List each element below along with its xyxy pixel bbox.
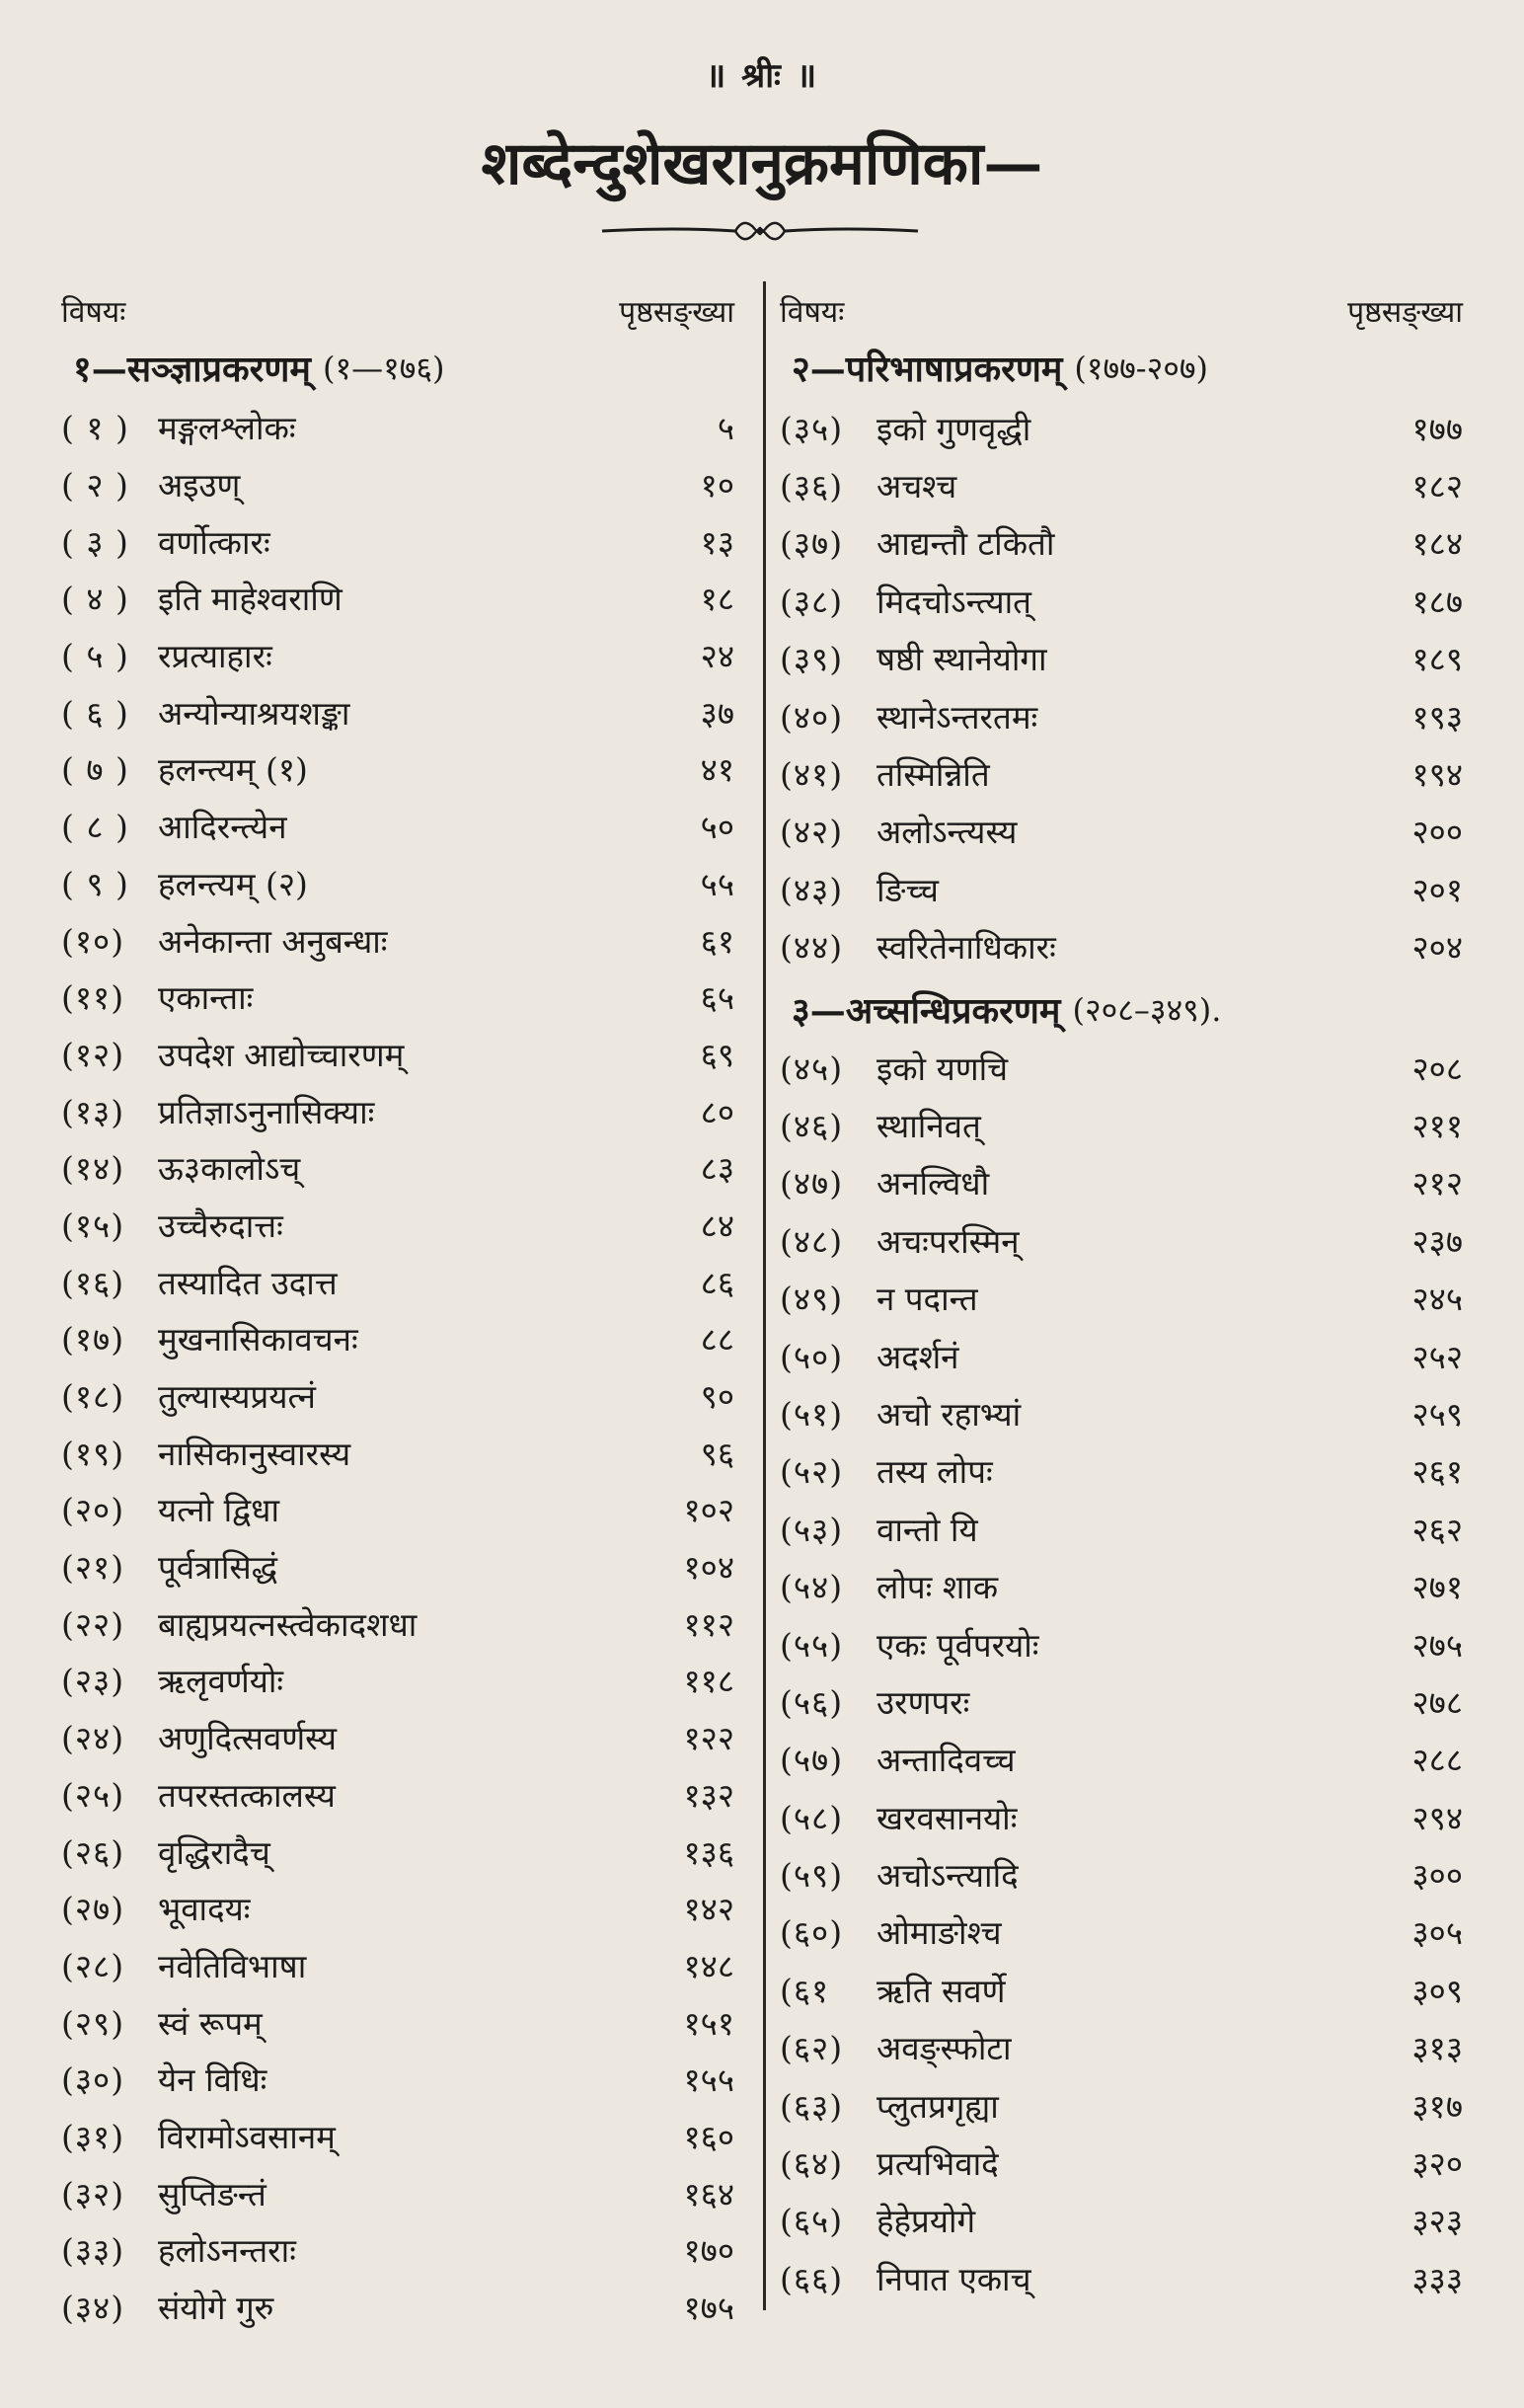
entry-number: (५७) xyxy=(780,1741,844,1780)
entry-page: ३७ xyxy=(700,693,734,733)
entry-number: (५६) xyxy=(780,1682,844,1722)
entry-page: १९४ xyxy=(1411,755,1463,795)
entry-number: (३४) xyxy=(61,2289,125,2328)
entry-page: ३१७ xyxy=(1411,2086,1463,2126)
entry-title: ङिच्च xyxy=(876,870,939,909)
entry-title: वान्तो यि xyxy=(876,1510,978,1549)
entry-page: १३६ xyxy=(683,1832,734,1872)
entry-number: (१७) xyxy=(61,1320,125,1359)
entry-number: (२१) xyxy=(61,1548,125,1588)
entry-number: (४१) xyxy=(780,755,844,795)
entry-title: अचःपरस्मिन् xyxy=(876,1221,1020,1261)
entry-page: २४ xyxy=(700,637,734,676)
entry-number: (६२) xyxy=(780,2029,844,2068)
entry-page: ११८ xyxy=(683,1662,734,1701)
section-name: २—परिभाषाप्रकरणम् xyxy=(792,348,1063,390)
entry-title: अचश्च xyxy=(876,467,957,506)
entry-title: षष्ठी स्थानेयोगा xyxy=(876,640,1047,679)
entry-title: एकः पूर्वपरयोः xyxy=(876,1625,1039,1665)
entry-number: (१८) xyxy=(61,1377,125,1417)
entry-page: २८८ xyxy=(1411,1741,1463,1780)
index-entry xyxy=(780,1154,1471,1211)
index-entry xyxy=(780,744,1471,802)
entry-page: २५९ xyxy=(1411,1394,1463,1434)
entry-list xyxy=(780,1039,1471,2307)
index-entry xyxy=(780,1731,1471,1788)
entry-title: आद्यन्तौ टकितौ xyxy=(876,524,1055,564)
entry-title: निपात एकाच् xyxy=(876,2259,1031,2298)
entry-number: (१९) xyxy=(61,1434,125,1473)
page-heading: पृष्ठसङ्ख्या xyxy=(1347,294,1463,330)
entry-page: ८० xyxy=(700,1092,734,1131)
entry-number: (२०) xyxy=(61,1491,125,1530)
entry-title: रप्रत्याहारः xyxy=(158,637,272,676)
entry-page: १० xyxy=(700,466,734,505)
entry-page: ३०० xyxy=(1411,1856,1463,1896)
entry-number: (३१) xyxy=(61,2117,125,2156)
index-entry xyxy=(61,683,742,740)
entry-title: ओमाङोश्च xyxy=(876,1913,1002,1953)
entry-number: (५२) xyxy=(780,1452,844,1492)
entry-page: ३२० xyxy=(1411,2144,1463,2184)
section-range: (१७७-२०७) xyxy=(1074,349,1209,387)
entry-title: वृद्धिरादैच् xyxy=(158,1832,270,1872)
entry-title: उरणपरः xyxy=(876,1682,970,1722)
entry-number: (१३) xyxy=(61,1092,125,1131)
index-entry xyxy=(780,2134,1471,2191)
section-heading xyxy=(780,336,1471,399)
entry-title: लोपः शाक xyxy=(876,1568,999,1607)
index-entry xyxy=(61,2221,742,2279)
entry-page: ८४ xyxy=(700,1205,734,1245)
entry-number: (६३) xyxy=(780,2086,844,2126)
index-entry xyxy=(61,798,742,855)
entry-title: नासिकानुस्वारस्य xyxy=(158,1434,351,1473)
index-entry xyxy=(780,1442,1471,1500)
entry-page: २३७ xyxy=(1411,1221,1463,1261)
entry-title: मिदचोऽन्त्यात् xyxy=(876,582,1031,621)
index-entry xyxy=(61,911,742,969)
entry-number: (४५) xyxy=(780,1049,844,1088)
index-entry xyxy=(780,2076,1471,2134)
entry-page: १०२ xyxy=(683,1491,734,1530)
section-name: १—सञ्ज्ञाप्रकरणम् xyxy=(73,348,311,390)
index-entry xyxy=(780,860,1471,917)
entry-title: बाह्यप्रयत्नस्त्वेकादशधा xyxy=(158,1604,418,1644)
entry-title: अचोऽन्त्यादि xyxy=(876,1856,1019,1896)
entry-page: १८७ xyxy=(1411,582,1463,621)
index-entry xyxy=(780,572,1471,629)
column-divider xyxy=(763,281,766,2310)
section-heading xyxy=(61,336,742,399)
entry-page: ८८ xyxy=(700,1320,734,1359)
index-entry xyxy=(61,855,742,912)
entry-number: (६६) xyxy=(780,2259,844,2298)
entry-page: १०४ xyxy=(683,1548,734,1588)
entry-page: १८२ xyxy=(1411,467,1463,506)
entry-title: अन्तादिवच्च xyxy=(876,1741,1016,1780)
entry-number: (२७) xyxy=(61,1890,125,1929)
entry-title: प्रत्यभिवादे xyxy=(876,2144,999,2184)
index-entry xyxy=(61,969,742,1026)
entry-title: तस्यादित उदात्त xyxy=(158,1263,338,1302)
entry-page: १५१ xyxy=(683,2003,734,2043)
index-entry xyxy=(780,918,1471,975)
index-entry xyxy=(61,1082,742,1139)
entry-page: १८ xyxy=(700,580,734,619)
entry-list xyxy=(61,399,742,2335)
index-entry xyxy=(780,1961,1471,2018)
section-name: ३—अच्सन्धिप्रकरणम् xyxy=(792,990,1061,1033)
entry-title: नवेतिविभाषा xyxy=(158,1946,307,1985)
index-entry xyxy=(61,2164,742,2221)
entry-page: १५५ xyxy=(683,2060,734,2100)
entry-page: ९० xyxy=(700,1377,734,1417)
entry-title: आदिरन्त्येन xyxy=(158,808,287,847)
entry-title: अनेकान्ता अनुबन्धाः xyxy=(158,921,388,961)
entry-title: अइउण् xyxy=(158,466,241,505)
entry-title: यत्नो द्विधा xyxy=(158,1491,279,1530)
entry-page: १६४ xyxy=(683,2174,734,2214)
entry-title: इको गुणवृद्धी xyxy=(876,409,1031,448)
entry-title: हलन्त्यम् (१) xyxy=(158,750,308,790)
index-entry xyxy=(61,399,742,456)
entry-page: २०० xyxy=(1411,813,1463,852)
entry-title: अचो रहाभ्यां xyxy=(876,1394,1022,1434)
entry-page: ४१ xyxy=(700,750,734,790)
index-entry xyxy=(61,1709,742,1766)
entry-title: स्वं रूपम् xyxy=(158,2003,263,2043)
index-entry xyxy=(780,1615,1471,1672)
entry-page: २०१ xyxy=(1411,870,1463,909)
index-entry xyxy=(61,1197,742,1254)
entry-page: २७१ xyxy=(1411,1568,1463,1607)
entry-number: (६५) xyxy=(780,2202,844,2241)
entry-title: हेहेप्रयोगे xyxy=(876,2202,976,2241)
entry-number: ( ४ ) xyxy=(61,580,129,619)
entry-number: (४६) xyxy=(780,1106,844,1145)
entry-page: ५० xyxy=(700,808,734,847)
entry-page: १७० xyxy=(683,2231,734,2271)
section-heading xyxy=(780,981,1471,1039)
entry-list xyxy=(780,399,1471,975)
index-entry xyxy=(61,1139,742,1197)
entry-page: ६५ xyxy=(700,978,734,1018)
entry-number: (३७) xyxy=(780,524,844,564)
right-column xyxy=(780,284,1471,2307)
entry-title: हलोऽनन्तराः xyxy=(158,2231,296,2271)
index-entry xyxy=(61,2051,742,2108)
entry-title: इको यणचि xyxy=(876,1049,1009,1088)
entry-title: उच्चैरुदात्तः xyxy=(158,1205,283,1245)
entry-title: अनल्विधौ xyxy=(876,1164,990,1204)
entry-title: सुप्तिङन्तं xyxy=(158,2174,267,2214)
index-entry xyxy=(61,1993,742,2051)
index-entry xyxy=(780,1672,1471,1730)
entry-title: तुल्यास्यप्रयत्नं xyxy=(158,1377,316,1417)
index-entry xyxy=(780,630,1471,687)
section-range: (१—१७६) xyxy=(322,349,445,387)
entry-page: २९४ xyxy=(1411,1798,1463,1837)
entry-page: १३ xyxy=(700,522,734,562)
entry-title: स्वरितेनाधिकारः xyxy=(876,928,1056,968)
entry-number: (३२) xyxy=(61,2174,125,2214)
entry-title: अलोऽन्त्यस्य xyxy=(876,813,1018,852)
entry-title: इति माहेश्वराणि xyxy=(158,580,343,619)
entry-number: ( २ ) xyxy=(61,466,129,505)
index-entry xyxy=(61,1880,742,1937)
index-entry xyxy=(780,1557,1471,1614)
entry-number: (४७) xyxy=(780,1164,844,1204)
entry-number: ( ५ ) xyxy=(61,637,129,676)
entry-number: (३८) xyxy=(780,582,844,621)
index-entry xyxy=(61,1026,742,1083)
entry-number: (१४) xyxy=(61,1149,125,1189)
entry-page: २५२ xyxy=(1411,1337,1463,1376)
entry-page: २७५ xyxy=(1411,1625,1463,1665)
entry-number: (४३) xyxy=(780,870,844,909)
entry-page: १७५ xyxy=(683,2289,734,2328)
entry-title: ऋति सवर्णे xyxy=(876,1971,1006,2010)
index-entry xyxy=(61,627,742,684)
entry-title: अवङ्स्फोटा xyxy=(876,2029,1012,2068)
section-range: (२०८–३४९). xyxy=(1072,991,1222,1030)
entry-title: येन विधिः xyxy=(158,2060,267,2100)
entry-title: वर्णोत्कारः xyxy=(158,522,270,562)
entry-number: ( ६ ) xyxy=(61,693,129,733)
entry-title: एकान्ताः xyxy=(158,978,254,1018)
entry-number: (५५) xyxy=(780,1625,844,1665)
entry-number: (३३) xyxy=(61,2231,125,2271)
entry-page: १७७ xyxy=(1411,409,1463,448)
entry-title: अन्योन्याश्रयशङ्का xyxy=(158,693,350,733)
page-heading: पृष्ठसङ्ख्या xyxy=(619,294,734,330)
index-entry xyxy=(780,514,1471,572)
entry-number: (६१ xyxy=(780,1971,830,2010)
entry-number: (३०) xyxy=(61,2060,125,2100)
entry-title: स्थानेऽन्तरतमः xyxy=(876,697,1038,737)
entry-page: २१२ xyxy=(1411,1164,1463,1204)
entry-page: २७८ xyxy=(1411,1682,1463,1722)
entry-page: ३०९ xyxy=(1411,1971,1463,2010)
entry-page: ८६ xyxy=(700,1263,734,1302)
entry-title: स्थानिवत् xyxy=(876,1106,981,1145)
page-title: शब्देन्दुशेखरानुक्रमणिका— xyxy=(481,129,1043,198)
index-entry xyxy=(780,1384,1471,1441)
entry-page: ८३ xyxy=(700,1149,734,1189)
entry-title: ऊ३कालोऽच् xyxy=(158,1149,301,1189)
index-entry xyxy=(61,1937,742,1994)
index-entry xyxy=(780,2192,1471,2249)
entry-number: (४९) xyxy=(780,1280,844,1319)
entry-page: ५ xyxy=(717,409,734,448)
entry-title: तस्मिन्निति xyxy=(876,755,990,795)
entry-number: (१२) xyxy=(61,1035,125,1074)
entry-page: २६२ xyxy=(1411,1510,1463,1549)
index-entry xyxy=(780,456,1471,513)
entry-page: ३३३ xyxy=(1411,2259,1463,2298)
index-entry xyxy=(61,456,742,513)
ornament-divider xyxy=(597,209,923,249)
entry-title: ऋलृवर्णयोः xyxy=(158,1662,284,1701)
entry-page: ९६ xyxy=(700,1434,734,1473)
index-entry xyxy=(61,1652,742,1709)
entry-title: हलन्त्यम् (२) xyxy=(158,864,308,903)
entry-title: अणुदित्सवर्णस्य xyxy=(158,1719,338,1758)
entry-page: १४८ xyxy=(683,1946,734,1985)
entry-number: (४८) xyxy=(780,1221,844,1261)
index-entry xyxy=(780,1327,1471,1384)
entry-number: ( ८ ) xyxy=(61,808,129,847)
entry-title: विरामोऽवसानम् xyxy=(158,2117,336,2156)
entry-number: (२२) xyxy=(61,1604,125,1644)
entry-page: ६१ xyxy=(700,921,734,961)
index-entry xyxy=(780,1039,1471,1096)
index-entry xyxy=(780,1211,1471,1269)
entry-number: (५४) xyxy=(780,1568,844,1607)
left-column xyxy=(61,284,742,2335)
entry-number: (२८) xyxy=(61,1946,125,1985)
entry-page: ६९ xyxy=(700,1035,734,1074)
index-entry xyxy=(61,1823,742,1880)
entry-number: (५३) xyxy=(780,1510,844,1549)
entry-page: ५५ xyxy=(700,864,734,903)
index-entry xyxy=(61,2279,742,2336)
entry-number: (४४) xyxy=(780,928,844,968)
entry-number: (२५) xyxy=(61,1775,125,1815)
index-entry xyxy=(61,1424,742,1481)
entry-number: (२६) xyxy=(61,1832,125,1872)
entry-title: संयोगे गुरु xyxy=(158,2289,274,2328)
entry-number: (२३) xyxy=(61,1662,125,1701)
entry-page: ११२ xyxy=(683,1604,734,1644)
entry-number: (५९) xyxy=(780,1856,844,1896)
invocation: ॥ श्रीः ॥ xyxy=(705,56,819,96)
entry-page: २६१ xyxy=(1411,1452,1463,1492)
entry-page: ३१३ xyxy=(1411,2029,1463,2068)
index-entry xyxy=(780,1096,1471,1153)
entry-title: तस्य लोपः xyxy=(876,1452,993,1492)
entry-page: ३२३ xyxy=(1411,2202,1463,2241)
entry-number: (१६) xyxy=(61,1263,125,1302)
entry-title: न पदान्त xyxy=(876,1280,978,1319)
index-entry xyxy=(780,2249,1471,2306)
entry-number: ( ७ ) xyxy=(61,750,129,790)
index-entry xyxy=(61,512,742,570)
entry-number: (६०) xyxy=(780,1913,844,1953)
index-entry xyxy=(61,1367,742,1425)
entry-number: (३९) xyxy=(780,640,844,679)
index-entry xyxy=(780,1269,1471,1326)
entry-number: (१५) xyxy=(61,1205,125,1245)
entry-page: १८४ xyxy=(1411,524,1463,564)
column-header xyxy=(780,284,1471,336)
index-entry xyxy=(780,2019,1471,2076)
index-entry xyxy=(780,399,1471,456)
entry-number: (४०) xyxy=(780,697,844,737)
index-entry xyxy=(61,1481,742,1538)
subject-heading: विषयः xyxy=(61,294,126,330)
index-entry xyxy=(780,1500,1471,1557)
subject-heading: विषयः xyxy=(780,294,845,330)
entry-page: २०८ xyxy=(1411,1049,1463,1088)
entry-number: (२९) xyxy=(61,2003,125,2043)
index-entry xyxy=(61,1594,742,1652)
entry-page: ३०५ xyxy=(1411,1913,1463,1953)
index-entry xyxy=(61,570,742,627)
index-entry xyxy=(780,1845,1471,1903)
entry-number: (२४) xyxy=(61,1719,125,1758)
entry-page: १३२ xyxy=(683,1775,734,1815)
entry-title: पूर्वत्रासिद्धं xyxy=(158,1548,278,1588)
entry-page: १२२ xyxy=(683,1719,734,1758)
entry-number: (५०) xyxy=(780,1337,844,1376)
entry-number: (४२) xyxy=(780,813,844,852)
entry-title: मङ्गलश्लोकः xyxy=(158,409,296,448)
index-entry xyxy=(780,803,1471,860)
entry-number: (११) xyxy=(61,978,125,1018)
entry-number: ( ९ ) xyxy=(61,864,129,903)
entry-number: (३५) xyxy=(780,409,844,448)
entry-number: (६४) xyxy=(780,2144,844,2184)
index-entry xyxy=(61,1310,742,1367)
entry-title: प्रतिज्ञाऽनुनासिक्याः xyxy=(158,1092,375,1131)
index-entry xyxy=(780,1788,1471,1845)
index-entry xyxy=(61,1766,742,1824)
entry-title: तपरस्तत्कालस्य xyxy=(158,1775,336,1815)
entry-number: (१०) xyxy=(61,921,125,961)
entry-title: भूवादयः xyxy=(158,1890,251,1929)
entry-number: (५८) xyxy=(780,1798,844,1837)
entry-title: उपदेश आद्योच्चारणम् xyxy=(158,1035,405,1074)
entry-page: २११ xyxy=(1411,1106,1463,1145)
index-entry xyxy=(61,740,742,798)
entry-title: मुखनासिकावचनः xyxy=(158,1320,358,1359)
entry-page: २४५ xyxy=(1411,1280,1463,1319)
index-entry xyxy=(780,687,1471,744)
column-header xyxy=(61,284,742,336)
index-entry xyxy=(61,1538,742,1595)
entry-page: १६० xyxy=(683,2117,734,2156)
entry-page: १८९ xyxy=(1411,640,1463,679)
entry-title: खरवसानयोः xyxy=(876,1798,1018,1837)
entry-page: १९३ xyxy=(1411,697,1463,737)
entry-title: प्लुतप्रगृह्या xyxy=(876,2086,999,2126)
entry-number: ( ३ ) xyxy=(61,522,129,562)
entry-number: (३६) xyxy=(780,467,844,506)
index-entry xyxy=(780,1903,1471,1961)
index-entry xyxy=(61,2108,742,2165)
entry-title: अदर्शनं xyxy=(876,1337,959,1376)
index-entry xyxy=(61,1253,742,1310)
entry-number: (५१) xyxy=(780,1394,844,1434)
entry-page: २०४ xyxy=(1411,928,1463,968)
entry-number: ( १ ) xyxy=(61,409,129,448)
entry-page: १४२ xyxy=(683,1890,734,1929)
